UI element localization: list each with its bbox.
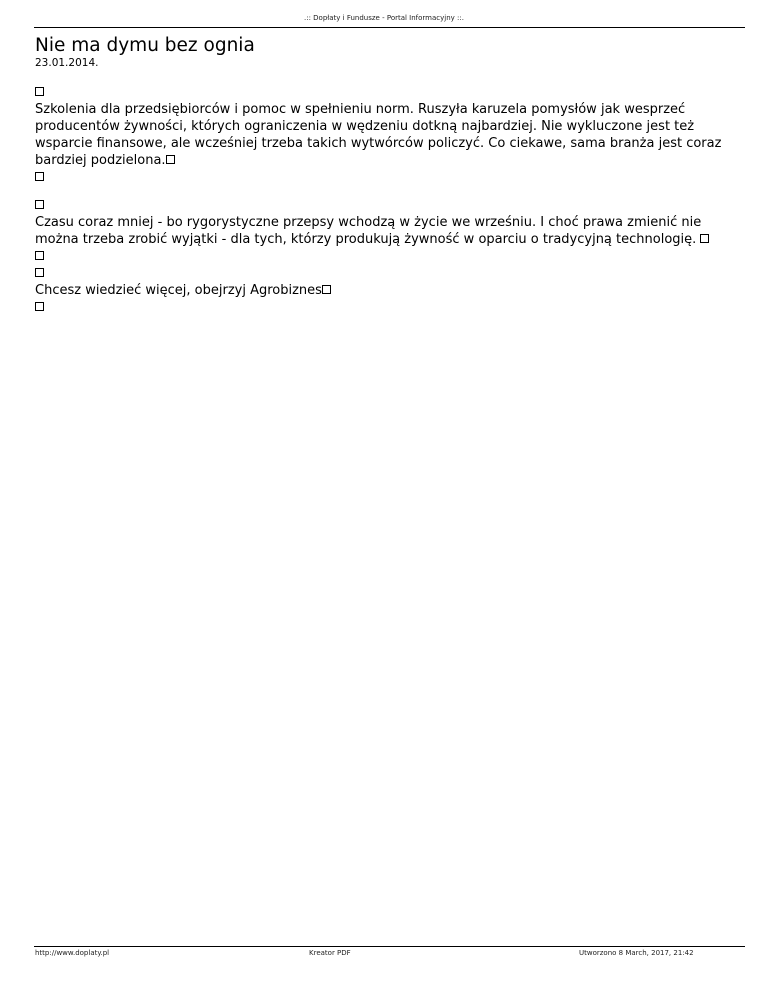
missing-glyph-box xyxy=(35,251,44,260)
article-date: 23.01.2014. xyxy=(35,57,99,69)
missing-glyph-box xyxy=(35,200,44,209)
missing-glyph-box xyxy=(35,87,44,96)
missing-glyph-box xyxy=(35,268,44,277)
missing-glyph-box xyxy=(166,155,175,164)
missing-glyph-box xyxy=(322,285,331,294)
header-divider xyxy=(34,27,745,28)
footer-created-date: Utworzono 8 March, 2017, 21:42 xyxy=(579,949,694,957)
article-title: Nie ma dymu bez ognia xyxy=(35,35,255,56)
footer-generator: Kreator PDF xyxy=(309,949,351,957)
paragraph-3: Chcesz wiedzieć więcej, obejrzyj Agrobiznes xyxy=(35,283,322,298)
missing-glyph-box xyxy=(35,172,44,181)
paragraph-2: Czasu coraz mniej - bo rygorystyczne przepsy wchodzą w życie we wrześniu. I choć prawa zmienić nie można trzeba zrobić wyjątki - dla tych, którzy produkują żywność w oparciu o tradycyjną technologię. xyxy=(35,215,706,247)
footer-divider xyxy=(34,946,745,947)
missing-glyph-box xyxy=(35,302,44,311)
paragraph-1: Szkolenia dla przedsiębiorców i pomoc w spełnieniu norm. Ruszyła karuzela pomysłów jak wesprzeć producentów żywności, których ograniczenia w wędzeniu dotkną najbardziej. Nie wykluczone jest też wsparcie finansowe, ale wcześniej trzeba takich wytwórców policzyć. Co ciekawe, sama branża jest coraz bardziej podzielona. xyxy=(35,102,726,168)
site-header-title: .:: Dopłaty i Fundusze - Portal Informacyjny ::. xyxy=(304,14,464,22)
missing-glyph-box xyxy=(700,234,709,243)
article xyxy=(35,35,740,316)
footer-url: http://www.doplaty.pl xyxy=(35,949,110,957)
